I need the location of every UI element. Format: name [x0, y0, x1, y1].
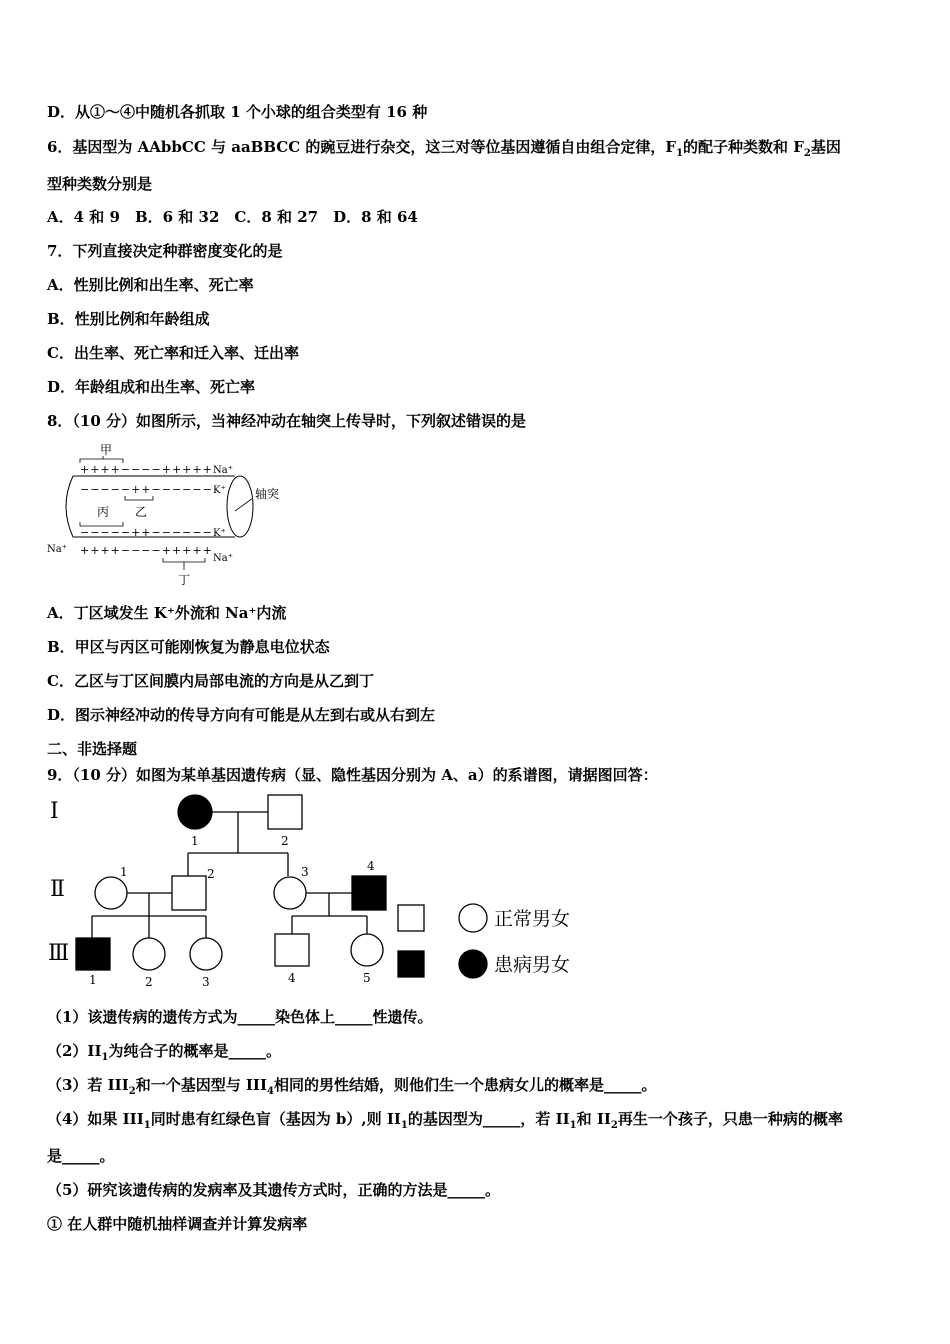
q6-stem-sub2: 2	[803, 148, 811, 159]
q8-option-a: A．丁区域发生 K⁺外流和 Na⁺内流	[47, 604, 287, 622]
axon-label: 轴突	[255, 487, 280, 501]
III-1-affected-male	[76, 938, 110, 970]
III-2-normal-female	[133, 938, 165, 970]
III-3-number: 3	[202, 975, 210, 989]
II-3-normal-female	[274, 877, 306, 909]
na-label-2: Na⁺	[47, 544, 67, 555]
q5-option-d: D．从①～④中随机各抓取 1 个小球的组合类型有 16 种	[47, 103, 428, 121]
III-4-number: 4	[288, 971, 296, 985]
II-2-normal-male	[172, 876, 206, 910]
charge-row-4: ++++−−−−+++++	[80, 544, 213, 557]
label-yi: 乙	[135, 505, 148, 519]
gen-label-2: Ⅱ	[50, 877, 65, 902]
II-2-number: 2	[207, 867, 215, 881]
legend-affected-female	[459, 950, 487, 978]
q9-sub3-s1: 2	[128, 1086, 136, 1097]
q7-option-c: C．出生率、死亡率和迁入率、迁出率	[47, 344, 299, 362]
q9-sub4-s3: 1	[569, 1120, 577, 1131]
I-2-number: 2	[281, 834, 289, 848]
q9-sub4-line2: 是_____。	[47, 1147, 115, 1165]
q9-sub4-s1: 1	[143, 1120, 151, 1131]
q6-stem	[47, 137, 841, 157]
I-1-affected-female	[178, 795, 212, 829]
q6-stem-sub1: 1	[676, 148, 684, 159]
legend-normal-female	[459, 904, 487, 932]
q9-sub3-b: 和一个基因型与 III	[135, 1076, 267, 1094]
II-4-number: 4	[367, 859, 375, 873]
q9-sub3	[47, 1075, 656, 1095]
legend-normal-text: 正常男女	[494, 908, 571, 930]
III-5-number: 5	[363, 971, 371, 985]
q9-sub5-option-1: ① 在人群中随机抽样调查并计算发病率	[47, 1215, 308, 1233]
III-4-normal-male	[275, 934, 309, 966]
k-label-1: K⁺	[213, 485, 226, 496]
q6-stem-line2: 型种类数分别是	[47, 175, 153, 193]
k-label-2: K⁺	[213, 528, 226, 539]
gen-label-3: Ⅲ	[48, 941, 70, 966]
q9-sub4-a: （4）如果 III	[47, 1110, 144, 1128]
II-3-number: 3	[301, 865, 309, 879]
I-1-number: 1	[191, 834, 199, 848]
q8-option-b: B．甲区与丙区可能刚恢复为静息电位状态	[47, 638, 330, 656]
q9-sub4-d: 和 II	[576, 1110, 611, 1128]
legend-normal-male	[398, 905, 424, 931]
q6-stem-part1: 6．基因型为 AAbbCC 与 aaBBCC 的豌豆进行杂交，这三对等位基因遵循自由组合定律，F	[47, 138, 677, 156]
q7-option-d: D．年龄组成和出生率、死亡率	[47, 378, 256, 396]
q9-sub1: （1）该遗传病的遗传方式为_____染色体上_____性遗传。	[47, 1008, 433, 1026]
na-label-3: Na⁺	[213, 553, 233, 564]
charge-row-1: ++++−−−−+++++	[80, 463, 213, 476]
legend-affected-text: 患病男女	[494, 954, 571, 976]
axon-figure	[45, 440, 295, 594]
III-1-number: 1	[89, 973, 97, 987]
q8-option-d: D．图示神经冲动的传导方向有可能是从左到右或从右到左	[47, 706, 436, 724]
q9-sub4-e: 再生一个孩子，只患一种病的概率	[617, 1110, 843, 1128]
q6-stem-part3: 基因	[810, 138, 841, 156]
q6-options: A．4 和 9 B．6 和 32 C．8 和 27 D．8 和 64	[47, 208, 418, 226]
q9-sub4-s2: 1	[400, 1120, 408, 1131]
III-5-normal-female	[351, 934, 383, 966]
III-2-number: 2	[145, 975, 153, 989]
q7-option-b: B．性别比例和年龄组成	[47, 310, 210, 328]
q9-sub2-s: 1	[101, 1052, 109, 1063]
charge-row-2: −−−−−++−−−−−−	[80, 483, 213, 496]
label-ding: 丁	[178, 573, 191, 587]
q9-sub3-a: （3）若 III	[47, 1076, 129, 1094]
II-1-normal-female	[95, 877, 127, 909]
I-2-normal-male	[268, 795, 302, 829]
charge-row-3: −−−−−++−−−−−−	[80, 526, 213, 539]
II-4-affected-male	[352, 876, 386, 910]
q9-sub4-c: 的基因型为_____，若 II	[407, 1110, 570, 1128]
q9-sub3-c: 相同的男性结婚，则他们生一个患病女儿的概率是_____。	[273, 1076, 657, 1094]
na-label-1: Na⁺	[213, 465, 233, 476]
II-1-number: 1	[120, 865, 128, 879]
label-jia: 甲	[100, 443, 113, 457]
q9-sub2-a: （2）II	[47, 1042, 102, 1060]
q7-option-a: A．性别比例和出生率、死亡率	[47, 276, 254, 294]
q9-sub3-s2: 4	[266, 1086, 274, 1097]
q8-stem: 8．（10 分）如图所示，当神经冲动在轴突上传导时，下列叙述错误的是	[47, 412, 527, 430]
gen-label-1: Ⅰ	[50, 799, 59, 824]
pedigree-chart	[45, 790, 590, 999]
q7-stem: 7．下列直接决定种群密度变化的是	[47, 242, 283, 260]
q9-sub2-b: 为纯合子的概率是_____。	[108, 1042, 281, 1060]
q9-sub4-s4: 2	[610, 1120, 618, 1131]
label-bing: 丙	[97, 505, 110, 519]
q9-sub4	[47, 1109, 843, 1129]
q9-sub5: （5）研究该遗传病的发病率及其遗传方式时，正确的方法是_____。	[47, 1181, 500, 1199]
q9-stem: 9．（10 分）如图为某单基因遗传病（显、隐性基因分别为 A、a）的系谱图，请据图回答：	[47, 766, 658, 784]
q8-option-c: C．乙区与丁区间膜内局部电流的方向是从乙到丁	[47, 672, 374, 690]
III-3-normal-female	[190, 938, 222, 970]
section2-title: 二、非选择题	[47, 740, 138, 758]
q9-sub4-b: 同时患有红绿色盲（基因为 b）,则 II	[150, 1110, 401, 1128]
q9-sub2	[47, 1041, 281, 1061]
q6-stem-part2: 的配子种类数和 F	[683, 138, 804, 156]
legend-affected-male	[398, 951, 424, 977]
